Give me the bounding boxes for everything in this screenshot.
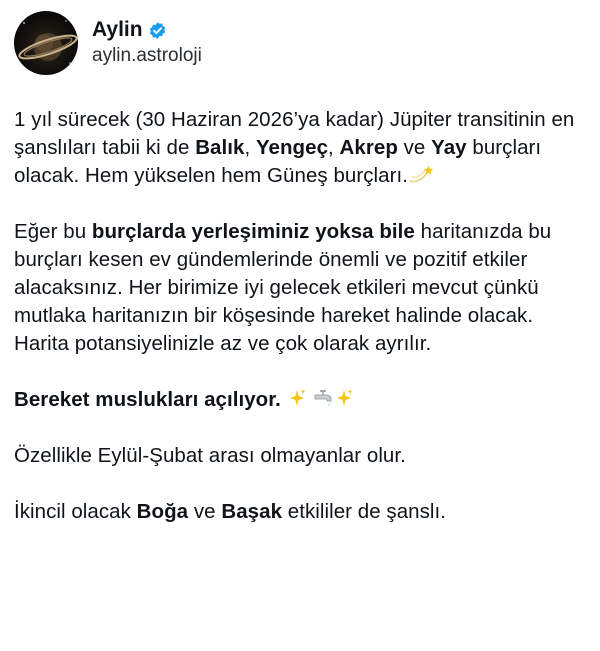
sparkles-emoji (287, 387, 307, 409)
bold-segment: Balık (195, 136, 245, 159)
bold-segment: burçlarda yerleşiminiz yoksa bile (91, 220, 415, 243)
text-segment: 1 yıl sürecek (30 Haziran 2026’ya kadar) Jüpiter transitinin en şanslıları tabii ki de (14, 108, 575, 159)
paragraph-1 (14, 106, 586, 190)
post-text (14, 106, 586, 526)
text-segment: Özellikle Eylül-Şubat arası olmayanlar olur. (14, 444, 406, 467)
saturn-avatar-icon (14, 11, 78, 75)
user-handle[interactable]: aylin.astroloji (92, 45, 202, 66)
display-name-row[interactable] (92, 17, 202, 43)
bold-segment: Bereket muslukları açılıyor. (14, 388, 281, 411)
display-name[interactable]: Aylin (92, 18, 143, 41)
text-segment: haritanızda bu burçları kesen ev gündemlerinde önemli ve pozitif etkiler alacaksınız. Her birimize iyi gelecek etkileri mevcut çünkü mutlaka haritanızın bir köşesinde hareket halinde olacak. Harita potansiyelinizle az ve çok olarak ayrılır. (14, 220, 552, 355)
author-block (92, 17, 202, 69)
avatar[interactable] (14, 11, 78, 75)
faucet-emoji (312, 387, 334, 409)
text-segment: ve (188, 500, 222, 523)
post-header (14, 10, 586, 76)
bold-segment: Yay (431, 136, 467, 159)
paragraph-3 (14, 386, 586, 414)
bold-segment: Boğa (136, 500, 189, 523)
sparkles-emoji (334, 387, 354, 409)
verified-badge-icon (148, 21, 167, 40)
text-segment: Eğer bu (14, 220, 92, 243)
paragraph-5 (14, 498, 586, 526)
text-segment: burçları olacak. Hem yükselen hem Güneş burçları. (14, 136, 542, 187)
text-segment: , (244, 136, 256, 159)
bold-segment: Başak (221, 500, 283, 523)
text-segment: etkililer de şanslı. (282, 500, 447, 523)
paragraph-2 (14, 218, 586, 358)
bold-segment: Yengeç (255, 136, 329, 159)
paragraph-4 (14, 442, 586, 470)
text-segment: ve (397, 136, 432, 159)
text-segment: , (328, 136, 340, 159)
dizzy-comet-emoji (408, 163, 434, 185)
text-segment: İkincil olacak (14, 500, 137, 523)
bold-segment: Akrep (339, 136, 398, 159)
